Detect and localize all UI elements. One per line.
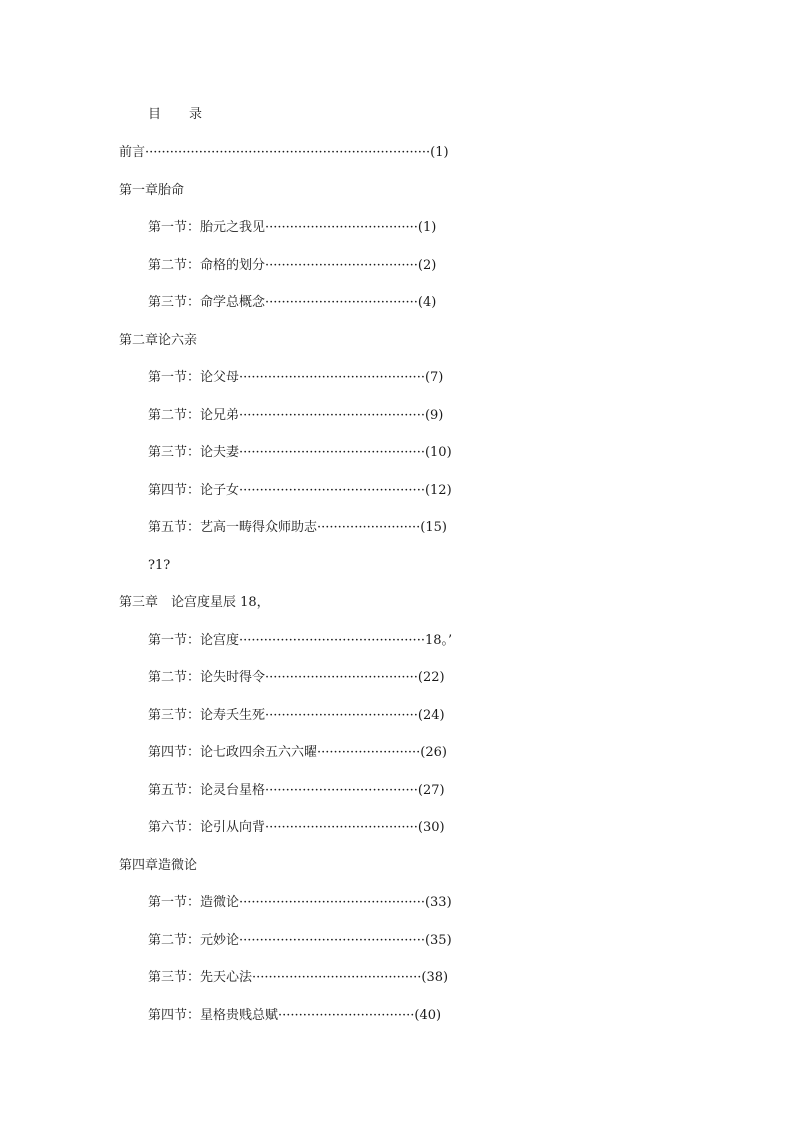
toc-section-entry: 第四节：星格贵贱总赋·································(40) [148, 1007, 442, 1023]
toc-section-entry: 第一节：造微论·············································(33) [148, 895, 452, 910]
toc-section-entry: 第一节：胎元之我见·····································(1) [148, 220, 437, 235]
toc-section-entry: 第一节：论宫度·············································18。’ [148, 632, 453, 648]
toc-chapter-entry: 第三章 论宫度星辰 18， [119, 595, 270, 610]
toc-section-entry: 第三节：论夫妻·············································(10) [148, 445, 452, 460]
toc-title-part2: 录 [189, 107, 203, 122]
toc-section-entry: 第四节：论七政四余五六六曜·························(26) [148, 745, 447, 760]
toc-section-entry: 第三节：先天心法·········································(38) [148, 970, 449, 985]
toc-section-entry: 第四节：论子女·············································(12) [148, 482, 452, 498]
toc-chapter-entry: 第四章造微论 [119, 857, 198, 873]
toc-section-entry: 第二节：论失时得令·····································(22) [148, 670, 445, 685]
toc-section-entry: 第二节：命格的划分·····································(2) [148, 257, 437, 273]
toc-section-entry: 第五节：论灵台星格·····································(27) [148, 782, 445, 798]
toc-section-entry: 第三节：命学总概念·····································(4) [148, 295, 437, 310]
toc-section-entry: 第二节：元妙论·············································(35) [148, 932, 452, 948]
toc-section-entry: 第一节：论父母·············································(7) [148, 370, 444, 385]
toc-section-entry: 第六节：论引从向背·····································(30) [148, 820, 445, 835]
toc-chapter-entry: 前言·····································································(1) [119, 145, 449, 160]
toc-chapter-entry: 第一章胎命 [119, 182, 185, 198]
toc-title [148, 106, 202, 124]
toc-chapter-entry: 第二章论六亲 [119, 332, 198, 348]
toc-section-entry: 第三节：论寿夭生死·····································(24) [148, 707, 445, 723]
toc-section-entry: ?1? [148, 557, 171, 573]
toc-section-entry: 第二节：论兄弟·············································(9) [148, 407, 444, 423]
toc-section-entry: 第五节：艺高一畴得众师助志·························(15) [148, 520, 447, 535]
toc-title-part1: 目 [148, 107, 162, 122]
